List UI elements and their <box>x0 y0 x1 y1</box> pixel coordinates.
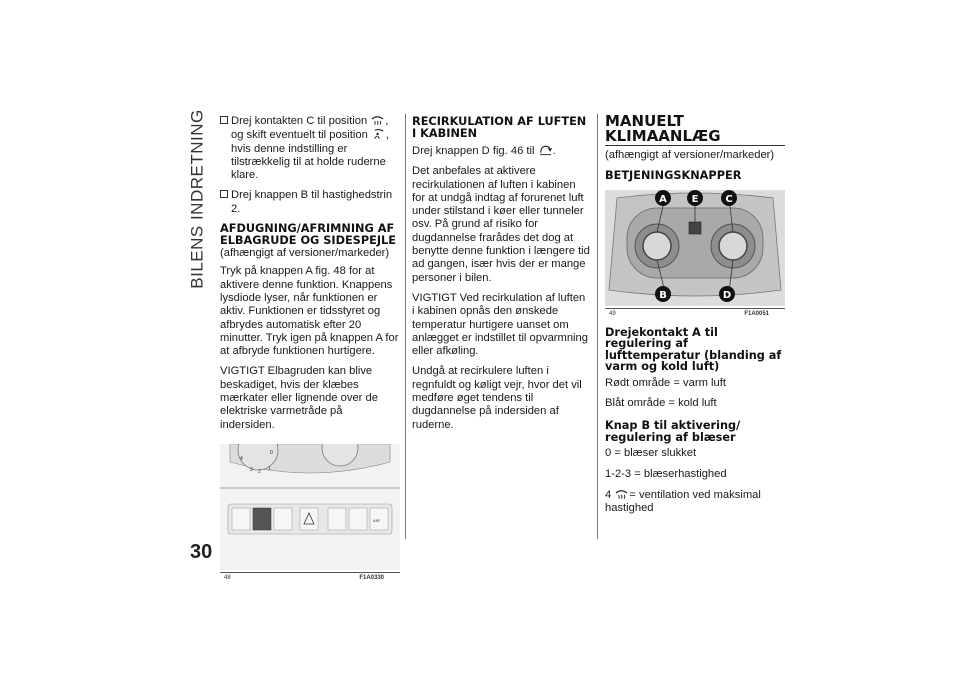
bullet-item: Drej knappen B til hastighedstrin 2. <box>220 189 400 216</box>
body-paragraph: Undgå at recirkulere luften i regnfuldt og køligt vejr, hvor det vil medføre øget tendens til dugdannelse på indersiden af ruderne. <box>412 365 582 431</box>
figure-number: 49 <box>609 310 616 317</box>
figure-code: F1A0330 <box>359 574 384 581</box>
label-d: D <box>722 289 732 301</box>
column-divider <box>597 114 598 539</box>
checkbox-square-icon <box>220 116 228 124</box>
svg-text:AIR: AIR <box>373 517 380 523</box>
subsection-heading: BETJENINGSKNAPPER <box>605 169 742 183</box>
chapter-heading: MANUELT KLIMAANLÆG <box>605 114 785 146</box>
body-paragraph: VIGTIGT Elbagruden kan blive beskadiget, hvis der klæbes mærkater eller lignende over de elektriske varmetråde på indersiden. <box>220 365 378 431</box>
defrost-button <box>253 508 271 530</box>
windshield-defrost-icon <box>615 488 628 500</box>
dial-number: 1 <box>268 465 271 472</box>
dial-number: 4 <box>240 455 243 462</box>
body-paragraph: 1-2-3 = blæserhastighed <box>605 467 727 480</box>
recirculation-icon <box>539 144 552 156</box>
body-paragraph: Rødt område = varm luft <box>605 376 726 389</box>
column-2 <box>412 114 590 439</box>
section-side-tab <box>183 109 213 289</box>
label-c: C <box>725 193 733 205</box>
figure-code: F1A0051 <box>744 310 769 317</box>
section-heading: RECIRKULATION AF LUFTEN I KABINEN <box>412 115 587 140</box>
label-a: A <box>659 193 667 205</box>
bullet-item: Drej kontakten C til position , og skift eventuelt til position , hvis denne indstilling er tilstrækkelig til at holde ruderne klare. <box>220 114 400 182</box>
section-title: BILENS INDRETNING <box>188 109 208 289</box>
figure-number: 48 <box>224 574 231 581</box>
checkbox-square-icon <box>220 190 228 198</box>
windshield-feet-icon <box>372 128 385 140</box>
dial-number: 0 <box>270 449 273 456</box>
control-panel-illustration <box>220 444 400 570</box>
figure-caption <box>605 308 785 317</box>
body-paragraph: Blåt område = kold luft <box>605 397 717 410</box>
figure-caption <box>220 572 400 581</box>
body-paragraph: 4 = ventilation ved maksimal hastighed <box>605 488 761 515</box>
body-paragraph: VIGTIGT Ved recirkulation af luften i kabinen opnås den ønskede temperatur hurtigere uanset om anlægget er indstillet til opvarmning eller afkøling. <box>412 291 588 358</box>
body-paragraph: Tryk på knappen A fig. 48 for at aktivere denne funktion. Knappens lysdiode lyser, når funktionen er aktiv. Funktionen er tidsstyret og afbrydes automatisk efter 20 minutter. Tryk igen på knappen A for at afbryde funktionen hurtigere. <box>220 265 399 358</box>
column-1 <box>220 114 400 581</box>
page-number: 30 <box>190 541 213 563</box>
version-note: (afhængigt af versioner/markeder) <box>605 149 775 161</box>
figure-49 <box>605 190 785 317</box>
body-paragraph: 0 = blæser slukket <box>605 447 697 460</box>
windshield-defrost-icon <box>371 114 384 126</box>
label-b: B <box>659 289 667 301</box>
dial-number: 2 <box>258 468 261 475</box>
climate-control-illustration <box>605 190 785 306</box>
column-divider <box>405 114 406 539</box>
body-paragraph: Drej knappen D fig. 46 til . <box>412 145 556 157</box>
dial-number: 3 <box>250 466 253 473</box>
label-e: E <box>691 193 699 205</box>
subsection-heading: Knap B til aktivering/ regulering af blæser <box>605 419 741 444</box>
version-note: (afhængigt af versioner/markeder) <box>220 247 390 260</box>
figure-48 <box>220 444 400 581</box>
section-heading: AFDUGNING/AFRIMNING AF ELBAGRUDE OG SIDESPEJLE <box>220 222 396 247</box>
column-3 <box>605 114 785 523</box>
body-paragraph: Det anbefales at aktivere recirkulationen af luften i kabinen for at undgå indtag af forurenet luft under stilstand i køer eller tunneler osv. På grund af risiko for dugdannelse frarådes det dog at benytte denne funktion i længere tid ad gangen, især hvis der er mange personer i bilen. <box>412 165 590 284</box>
subsection-heading: Drejekontakt A til regulering af lufttemperatur (blanding af varm og kold luft) <box>605 325 782 374</box>
